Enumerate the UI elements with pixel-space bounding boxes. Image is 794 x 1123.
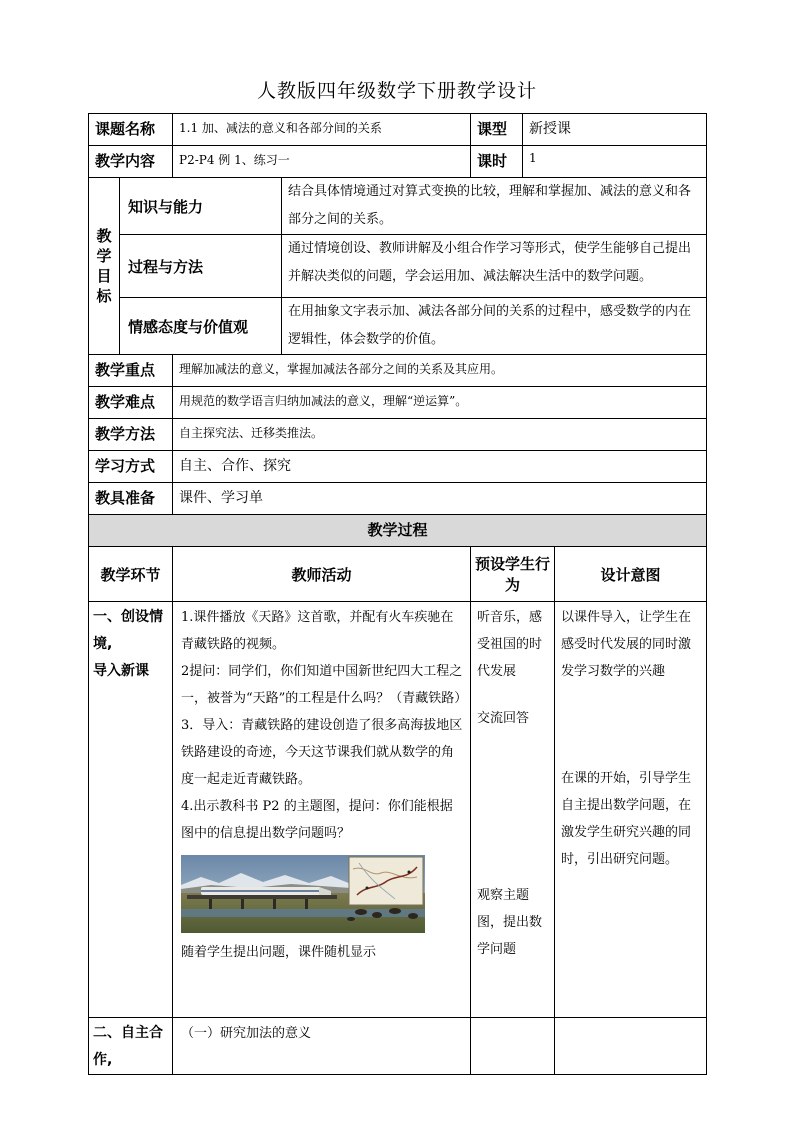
teacher-note: 随着学生提出问题，课件随机显示: [181, 945, 377, 960]
teacher-activity: （一）研究加法的意义: [173, 1018, 471, 1075]
goal-row: [89, 235, 707, 298]
goals-label-char: 目: [96, 267, 112, 285]
intent-text: 以课件导入，让学生在感受时代发展的同时激发学习数学的兴趣: [561, 610, 692, 679]
stage-name: [89, 602, 173, 1018]
teacher-activity: [173, 602, 471, 1018]
stage-name: 二、自主合作,: [89, 1018, 173, 1075]
student-step: 观察主题图，提出数学问题: [477, 888, 543, 957]
goal-name: 知识与能力: [120, 178, 282, 235]
process-title-row: [89, 515, 707, 547]
column-header: 预设学生行为: [471, 547, 555, 602]
process-title: 教学过程: [89, 515, 707, 547]
row-label: 教学方法: [89, 419, 173, 451]
process-header-row: [89, 547, 707, 602]
stage-name-line: 导入新课: [93, 663, 149, 679]
column-header: 教师活动: [173, 547, 471, 602]
row-label: 教学重点: [89, 355, 173, 387]
goals-label: [89, 178, 120, 355]
column-header: 教学环节: [89, 547, 173, 602]
student-behavior: [471, 1018, 555, 1075]
row-value: 课件、学习单: [173, 483, 707, 515]
stage-row: [89, 1018, 707, 1075]
teacher-step: 2提问：同学们，你们知道中国新世纪四大工程之一，被誉为“天路”的工程是什么吗？（青藏铁路）: [181, 664, 468, 706]
row-label: 教学难点: [89, 387, 173, 419]
content-value: P2-P4 例 1、练习一: [173, 146, 471, 178]
teacher-step: 4.出示教科书 P2 的主题图，提问：你们能根据图中的信息提出数学问题吗？: [181, 799, 453, 841]
info-row: [89, 387, 707, 419]
goals-label-char: 学: [96, 247, 112, 265]
goals-label-char: 标: [96, 287, 112, 305]
stage-name-line: 一、创设情境,: [93, 609, 163, 652]
goal-name: 过程与方法: [120, 235, 282, 298]
goal-row: [89, 178, 707, 235]
teacher-step: 3．导入：青藏铁路的建设创造了很多高海拔地区铁路建设的奇迹，今天这节课我们就从数学的角度一起走近青藏铁路。: [181, 718, 463, 787]
design-intent: [555, 1018, 707, 1075]
topic-row: [89, 114, 707, 146]
type-value: 新授课: [523, 114, 707, 146]
content-row: [89, 146, 707, 178]
info-row: [89, 419, 707, 451]
topic-label: 课题名称: [89, 114, 173, 146]
goal-text: 在用抽象文字表示加、减法各部分间的关系的过程中，感受数学的内在逻辑性，体会数学的价值。: [282, 298, 707, 355]
stage-row: [89, 602, 707, 1018]
student-behavior: [471, 602, 555, 1018]
row-value: 自主探究法、迁移类推法。: [173, 419, 707, 451]
design-intent: [555, 602, 707, 1018]
row-value: 理解加减法的意义，掌握加减法各部分之间的关系及其应用。: [173, 355, 707, 387]
info-row: [89, 483, 707, 515]
teacher-step: 1.课件播放《天路》这首歌，并配有火车疾驰在青藏铁路的视频。: [181, 610, 454, 652]
lesson-plan-table: [88, 113, 707, 1075]
period-value: 1: [523, 146, 707, 178]
goal-name: 情感态度与价值观: [120, 298, 282, 355]
info-row: [89, 355, 707, 387]
row-label: 学习方式: [89, 451, 173, 483]
row-value: 用规范的数学语言归纳加减法的意义，理解“逆运算”。: [173, 387, 707, 419]
goal-text: 通过情境创设、教师讲解及小组合作学习等形式，使学生能够自己提出并解决类似的问题，学会运用加、减法解决生活中的数学问题。: [282, 235, 707, 298]
info-row: [89, 451, 707, 483]
row-label: 教具准备: [89, 483, 173, 515]
column-header: 设计意图: [555, 547, 707, 602]
goals-label-char: 教: [96, 227, 112, 245]
student-step: 听音乐，感受祖国的时代发展: [477, 610, 543, 679]
page-title: 人教版四年级数学下册教学设计: [256, 80, 537, 102]
row-value: 自主、合作、探究: [173, 451, 707, 483]
goal-row: [89, 298, 707, 355]
topic-value: 1.1 加、减法的意义和各部分间的关系: [173, 114, 471, 146]
goal-text: 结合具体情境通过对算式变换的比较，理解和掌握加、减法的意义和各部分之间的关系。: [282, 178, 707, 235]
intent-text: 在课的开始，引导学生自主提出数学问题，在激发学生研究兴趣的同时，引出研究问题。: [561, 771, 692, 867]
content-label: 教学内容: [89, 146, 173, 178]
theme-image: [181, 855, 425, 933]
student-step: 交流回答: [477, 711, 530, 726]
type-label: 课型: [471, 114, 523, 146]
period-label: 课时: [471, 146, 523, 178]
